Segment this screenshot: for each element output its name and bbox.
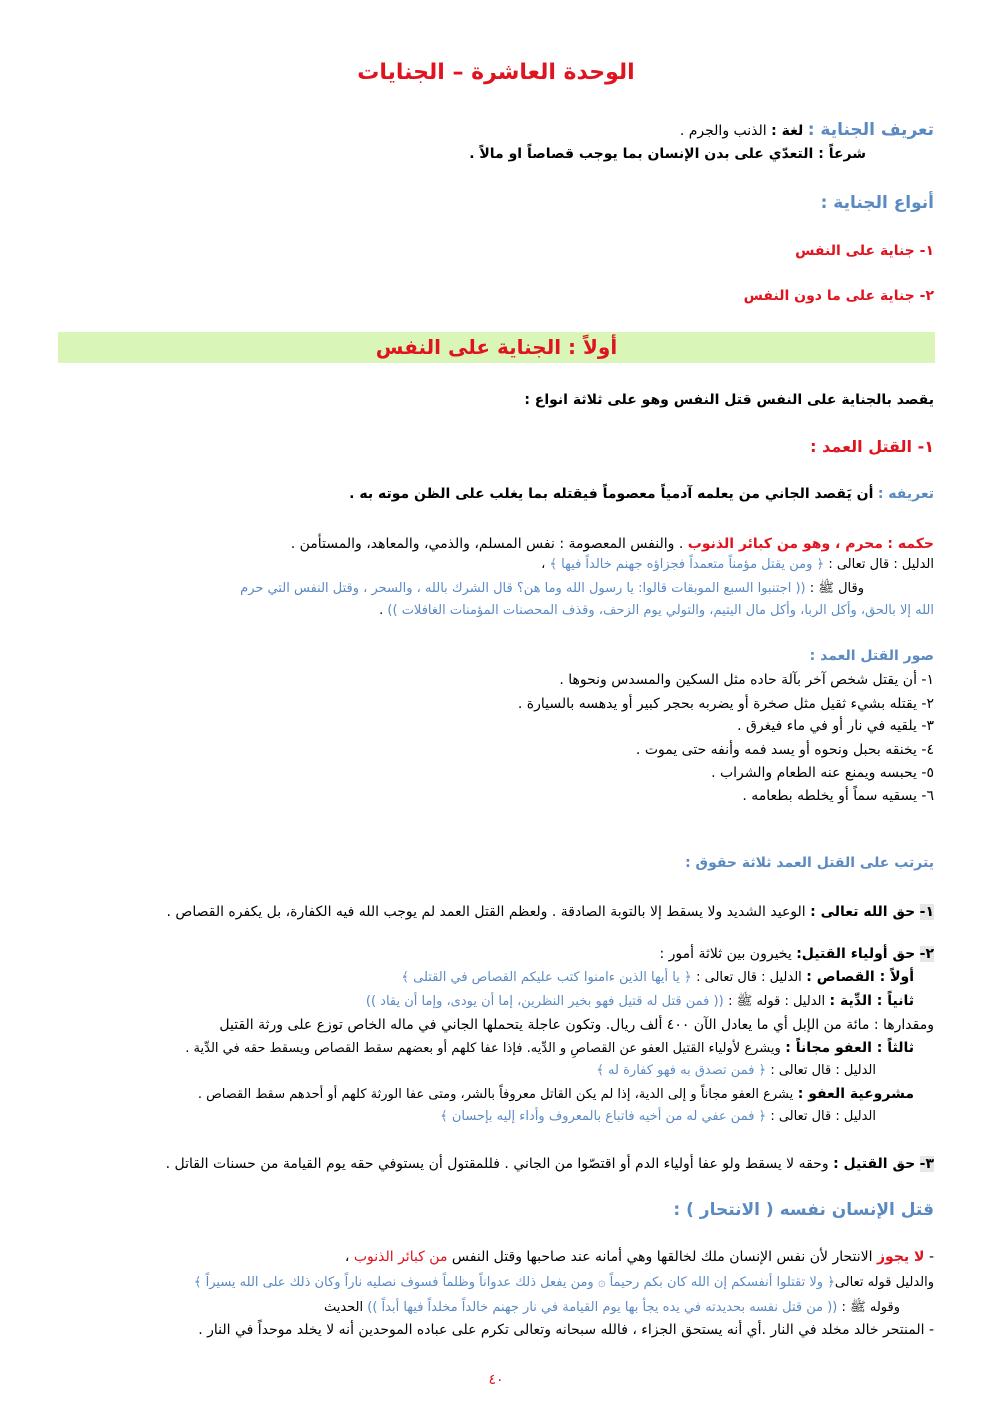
lugha-text: الذنب والجرم . [679,123,767,139]
mashru-dalil-prefix: الدليل : قال تعالى : [770,1109,876,1124]
hukm-label: حكمه : [887,536,934,552]
section-band-title: أولاً : الجناية على النفس [375,335,618,359]
first-option-verse: ﴿ يا أيها الذين ءامنوا كتب عليكم القصاص في القتلى ﴾ [401,970,692,985]
forms-heading: صور القتل العمد : [809,648,934,664]
right-1-label: حق الله تعالى : [810,904,916,920]
mashru-dalil-line [440,1109,876,1124]
suicide-line-4: - المنتحر خالد مخلد في النار .أي أنه يستحق الجزاء ، فالله سبحانه وتعالى تكرم على عباده الموحدين أنه لا يخلد موحداً في النار . [198,1322,934,1338]
second-option-prefix: الدليل : قوله ﷺ : [728,994,826,1009]
mashru-dalil-verse: ﴿ فمن عفي له من أخيه فاتباع بالمعروف وأداء إليه بإحسان ﴾ [440,1109,767,1124]
amount-line: ومقدارها : مائة من الإبل أي ما يعادل الآن ٤٠٠ ألف ريال. وتكون عاجلة يتحملها الجاني في ماله الخاص توزع على ورثة القتيل [219,1017,934,1033]
section-intro: يقصد بالجناية على النفس قتل النفس وهو على ثلاثة انواع : [524,392,934,408]
qatl-amd-heading: ١- القتل العمد : [810,437,934,456]
right-2-num: ٢- [919,946,934,962]
right-3-num: ٣- [919,1156,934,1172]
third-option-line [185,1040,914,1056]
forms-item: ٤- يخنقه بحبل ونحوه أو يسد فمه وأنفه حتى يموت . [635,742,934,758]
rights-heading: يترتب على القتل العمد ثلاثة حقوق : [685,855,934,871]
tarif-text: أن يَقصد الجاني من يعلمه آدمياً معصوماً فيقتله بما يغلب على الظن موته به . [349,486,874,502]
suicide-line-3 [324,1299,934,1318]
dalil-prefix: الدليل : قال تعالى : [828,557,934,572]
right-2-label: حق أولياء القتيل: [796,946,916,962]
section-band [58,332,935,363]
types-heading: أنواع الجناية : [820,193,934,213]
second-option-line [366,993,914,1012]
page-number: ٤٠ [488,1372,504,1388]
hukm-line [291,536,934,552]
first-option-prefix: الدليل : قال تعالى : [696,970,802,985]
dalil-suffix: ، [541,557,546,572]
suicide-line-2 [194,1275,934,1290]
suicide-hadith: (( من قتل نفسه بحديدته في يده يجأ بها يوم القيامة في نار جهنم خالداً مخلداً فيها أبداً )) [367,1300,838,1315]
definition-line-lugha [680,120,934,140]
suicide-end-1: ، [344,1249,350,1265]
right-3-line [166,1156,934,1172]
third-dalil-verse: ﴿ فمن تصدق به فهو كفارة له ﴾ [596,1063,767,1078]
dalil-line [541,557,934,572]
definition-line-shar [469,146,866,162]
shar-label: شرعاً : [818,146,866,162]
right-2-text: يخيرون بين ثلاثة أمور : [659,946,792,962]
forms-item: ٥- يحبسه ويمنع عنه الطعام والشراب . [711,765,934,781]
right-3-text: وحقه لا يسقط ولو عفا أولياء الدم أو اقتصّوا من الجاني . فللمقتول أن يستوفي حقه يوم القيامة من حسنات القاتل . [165,1156,829,1172]
shar-text: التعدّي على بدن الإنسان بما يوجب قصاصاً او مالاً . [469,146,814,162]
page-title: الوحدة العاشرة – الجنايات [357,60,635,85]
suicide-dalil-verse: ﴿ ولا تقتلوا أنفسكم إن الله كان بكم رحيماً ۞ ومن يفعل ذلك عدواناً وظلماً فسوف نصليه ناراً وكان ذلك على الله يسيراً ﴾ [193,1275,835,1290]
forms-item: ٢- يقتله بشيء ثقيل مثل صخرة أو يضربه بحجر كبير أو يدهسه بالسيارة . [517,696,934,712]
first-option-line [401,969,914,985]
hadith-prefix: وقال ﷺ : [809,581,864,596]
first-option-label: أولاً : القصاص : [806,969,914,985]
hadith-line-2 [379,603,934,618]
dalil-verse: ﴿ ومن يقتل مؤمناً متعمداً فجزاؤه جهنم خالداً فيها ﴾ [549,557,825,572]
third-dalil-line [596,1063,876,1078]
mashru-label: مشروعية العفو : [797,1086,914,1102]
hukm-red-text: محرم ، وهو من كبائر الذنوب [687,536,883,552]
types-item-2: ٢- جناية على ما دون النفس [743,288,934,304]
suicide-dash: - [928,1249,934,1265]
forms-item: ٦- يسقيه سماً أو يخلطه بطعامه . [742,788,934,804]
suicide-line-1 [345,1249,934,1265]
tarif-label: تعريفه : [877,486,934,502]
hadith-end: . [379,603,384,618]
hadith-line-1 [240,580,934,599]
lugha-label: لغة : [771,123,804,139]
suicide-not-allowed: لا يجوز [877,1249,925,1265]
third-dalil-prefix: الدليل : قال تعالى : [770,1063,876,1078]
third-option-text: ويشرع لأولياء القتيل العفو عن القصاصِ و الدِّيه. فإذا عفا كلهم أو بعضهم سقط القصاص ويسقط حقه في الدِّية . [185,1041,781,1056]
hukm-rest-text: . والنفس المعصومة : نفس المسلم، والذمي، والمعاهد، والمستأمن . [290,536,684,552]
right-1-line [167,904,934,920]
suicide-dalil-prefix: والدليل قوله تعالى [834,1275,934,1290]
right-1-text: الوعيد الشديد ولا يسقط إلا بالتوبة الصادقة . ولعظم القتل العمد لم يوجب الله فيه الكفارة، بل يكفره القصاص . [166,904,806,920]
second-option-label: ثانياً : الدِّية : [829,993,914,1009]
forms-item: ٣- يلقيه في نار أو في ماء فيغرق . [737,718,934,734]
suicide-hadith-suffix: الحديث [323,1300,364,1315]
hadith-text-1: (( اجتنبوا السبع الموبقات قالوا: يا رسول الله وما هن؟ قال الشرك بالله ، والسحر ، وقتل النفس التي حرم [240,581,806,596]
tarif-line [349,486,934,502]
third-option-label: ثالثاً : العفو مجاناً : [785,1040,914,1056]
right-2-line [659,946,934,962]
suicide-major-sins: من كبائر الذنوب [353,1249,448,1265]
right-3-label: حق القتيل : [833,1156,916,1172]
suicide-text-1: الانتحار لأن نفس الإنسان ملك لخالقها وهي أمانه عند صاحبها وقتل النفس [451,1249,873,1265]
right-1-num: ١- [919,904,934,920]
forms-item: ١- أن يقتل شخص آخر بآلة حاده مثل السكين والمسدس ونحوها . [559,672,934,688]
suicide-hadith-prefix: وقوله ﷺ : [841,1300,900,1315]
second-option-hadith: (( فمن قتل له قتيل فهو بخير النظرين، إما أن يودى، وإما أن يقاد )) [365,994,724,1009]
mashru-text: يشرع العفو مجاناً و إلى الدية، إذا لم يكن القاتل معروفاً بالشر، ومتى عفا الورثة كلهم أو أحدهم سقط القصاص . [197,1087,794,1102]
types-item-1: ١- جناية على النفس [795,243,934,259]
definition-heading: تعريف الجناية : [807,120,934,140]
mashru-line [198,1086,914,1102]
hadith-text-2: الله إلا بالحق، وأكل الربا، وأكل مال اليتيم، والتولي يوم الزحف، وقذف المحصنات المؤمنات الغافلات )) [387,603,934,618]
suicide-heading: قتل الإنسان نفسه ( الانتحار ) : [673,1200,934,1220]
